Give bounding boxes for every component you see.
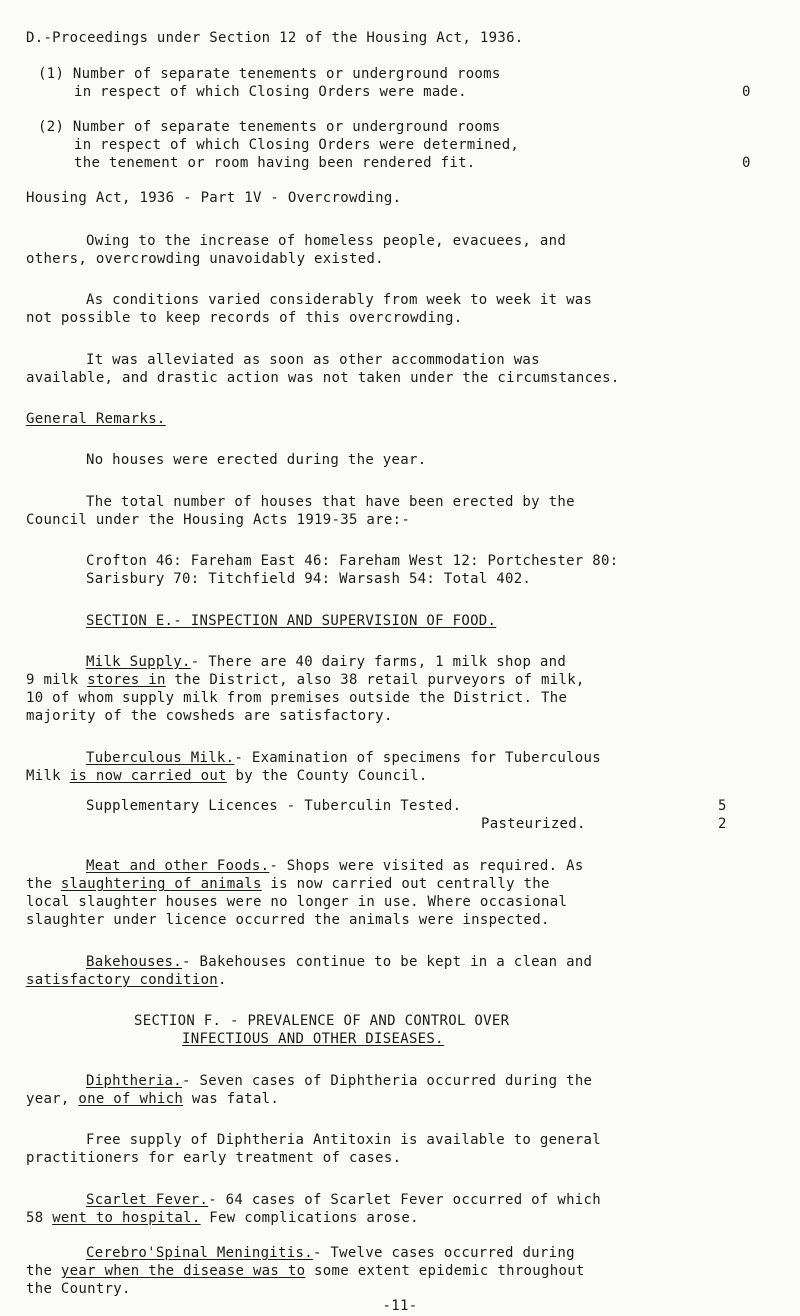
- milk-l2u: stores in: [87, 672, 166, 688]
- milk-supply-text: - There are 40 dairy farms, 1 milk shop and: [190, 654, 567, 670]
- dip-l2a: year,: [26, 1091, 79, 1107]
- csm-line-2: [26, 1263, 800, 1280]
- meat-heading: Meat and other Foods.: [86, 858, 270, 874]
- csm-line-3: the Country.: [26, 1281, 131, 1297]
- scarlet-fever-line-1: [86, 1192, 800, 1209]
- meat-line-3: local slaughter houses were no longer in use. Where occasional: [26, 894, 568, 910]
- licences-label: Supplementary Licences - Tuberculin Tested.: [86, 798, 462, 814]
- sf-l2b: Few complications arose.: [200, 1210, 419, 1226]
- section-f-heading-2: INFECTIOUS AND OTHER DISEASES.: [182, 1031, 444, 1047]
- general-p2-l1: The total number of houses that have been erected by the: [86, 494, 575, 510]
- meat-line-1: [86, 858, 800, 875]
- item-2-value: 0: [742, 155, 751, 171]
- overcrowding-p2-l2: not possible to keep records of this overcrowding.: [26, 310, 463, 326]
- csm-line-1: [86, 1245, 800, 1262]
- item-2-line-3: the tenement or room having been rendered fit.: [74, 155, 476, 171]
- overcrowding-p1-l1: Owing to the increase of homeless people, evacuees, and: [86, 233, 567, 249]
- dip-l2u: one of which: [78, 1091, 184, 1107]
- meat-line-4: slaughter under licence occurred the animals were inspected.: [26, 912, 550, 928]
- meat-l2b: is now carried out centrally the: [261, 876, 550, 892]
- tb-milk-text: - Examination of specimens for Tuberculous: [234, 750, 601, 766]
- scarlet-fever-heading: Scarlet Fever.: [86, 1192, 209, 1208]
- item-1-line-2: in respect of which Closing Orders were made.: [74, 84, 467, 100]
- csm-l2u: year when the disease was to: [60, 1263, 306, 1279]
- meat-l2a: the: [26, 876, 61, 892]
- milk-l2a: 9 milk: [26, 672, 88, 688]
- milk-supply-line-4: majority of the cowsheds are satisfactory.: [26, 708, 393, 724]
- scarlet-fever-text: - 64 cases of Scarlet Fever occurred of which: [208, 1192, 601, 1208]
- antitoxin-line-2: practitioners for early treatment of cases.: [26, 1150, 402, 1166]
- section-f-heading-1: SECTION F. - PREVALENCE OF AND CONTROL OVER: [134, 1013, 510, 1029]
- bakehouses-line-1: [86, 954, 800, 971]
- overcrowding-p3-l1: It was alleviated as soon as other accommodation was: [86, 352, 540, 368]
- bake-l2u: satisfactory condition: [26, 972, 219, 988]
- overcrowding-heading: Housing Act, 1936 - Part 1V - Overcrowding.: [26, 190, 402, 206]
- diphtheria-text: - Seven cases of Diphtheria occurred during the: [182, 1073, 593, 1089]
- bakehouses-heading: Bakehouses.: [86, 954, 183, 970]
- milk-supply-line-3: 10 of whom supply milk from premises outside the District. The: [26, 690, 568, 706]
- tb-milk-line-2: [26, 768, 800, 785]
- page-number: -11-: [382, 1298, 418, 1314]
- licences-pasteurized-label: Pasteurized.: [481, 816, 586, 832]
- item-2-line-2: in respect of which Closing Orders were determined,: [74, 137, 520, 153]
- sf-l2u: went to hospital.: [52, 1210, 201, 1226]
- page-header: D.-Proceedings under Section 12 of the Housing Act, 1936.: [26, 30, 524, 46]
- csm-heading: Cerebro'Spinal Meningitis.: [86, 1245, 313, 1261]
- bakehouses-line-2: [26, 972, 800, 989]
- bake-l2b: .: [218, 972, 227, 988]
- licences-pasteurized-value: 2: [718, 816, 727, 832]
- scarlet-fever-line-2: [26, 1210, 800, 1227]
- meat-line-2: [26, 876, 800, 893]
- item-1-line-1: (1) Number of separate tenements or underground rooms: [38, 66, 501, 82]
- milk-supply-line-1: [86, 654, 800, 671]
- section-e-heading: SECTION E.- INSPECTION AND SUPERVISION OF FOOD.: [86, 613, 497, 629]
- item-2-line-1: (2) Number of separate tenements or underground rooms: [38, 119, 501, 135]
- tb-l2a: Milk: [26, 768, 70, 784]
- overcrowding-p1-l2: others, overcrowding unavoidably existed.: [26, 251, 384, 267]
- meat-text: - Shops were visited as required. As: [269, 858, 584, 874]
- tb-l2b: by the County Council.: [226, 768, 428, 784]
- meat-l2u: slaughtering of animals: [60, 876, 262, 892]
- diphtheria-heading: Diphtheria.: [86, 1073, 183, 1089]
- item-1-value: 0: [742, 84, 751, 100]
- general-p3-l1: Crofton 46: Fareham East 46: Fareham West 12: Portchester 80:: [86, 553, 619, 569]
- bakehouses-text: - Bakehouses continue to be kept in a clean and: [182, 954, 593, 970]
- milk-supply-heading: Milk Supply.: [86, 654, 191, 670]
- tb-milk-heading: Tuberculous Milk.: [86, 750, 235, 766]
- dip-l2b: was fatal.: [183, 1091, 280, 1107]
- csm-l2b: some extent epidemic throughout: [305, 1263, 585, 1279]
- general-remarks-heading: General Remarks.: [26, 411, 166, 427]
- general-p3-l2: Sarisbury 70: Titchfield 94: Warsash 54: Total 402.: [86, 571, 532, 587]
- milk-l2b: the District, also 38 retail purveyors of milk,: [165, 672, 585, 688]
- general-p2-l2: Council under the Housing Acts 1919-35 are:-: [26, 512, 411, 528]
- tb-l2u: is now carried out: [69, 768, 227, 784]
- antitoxin-line-1: Free supply of Diphtheria Antitoxin is available to general: [86, 1132, 601, 1148]
- csm-text: - Twelve cases occurred during: [312, 1245, 575, 1261]
- milk-supply-line-2: [26, 672, 800, 689]
- diphtheria-line-1: [86, 1073, 800, 1090]
- licences-tt-value: 5: [718, 798, 727, 814]
- sf-l2a: 58: [26, 1210, 53, 1226]
- csm-l2a: the: [26, 1263, 61, 1279]
- overcrowding-p3-l2: available, and drastic action was not taken under the circumstances.: [26, 370, 620, 386]
- overcrowding-p2-l1: As conditions varied considerably from week to week it was: [86, 292, 593, 308]
- diphtheria-line-2: [26, 1091, 800, 1108]
- general-p1: No houses were erected during the year.: [86, 452, 427, 468]
- tb-milk-line-1: [86, 750, 800, 767]
